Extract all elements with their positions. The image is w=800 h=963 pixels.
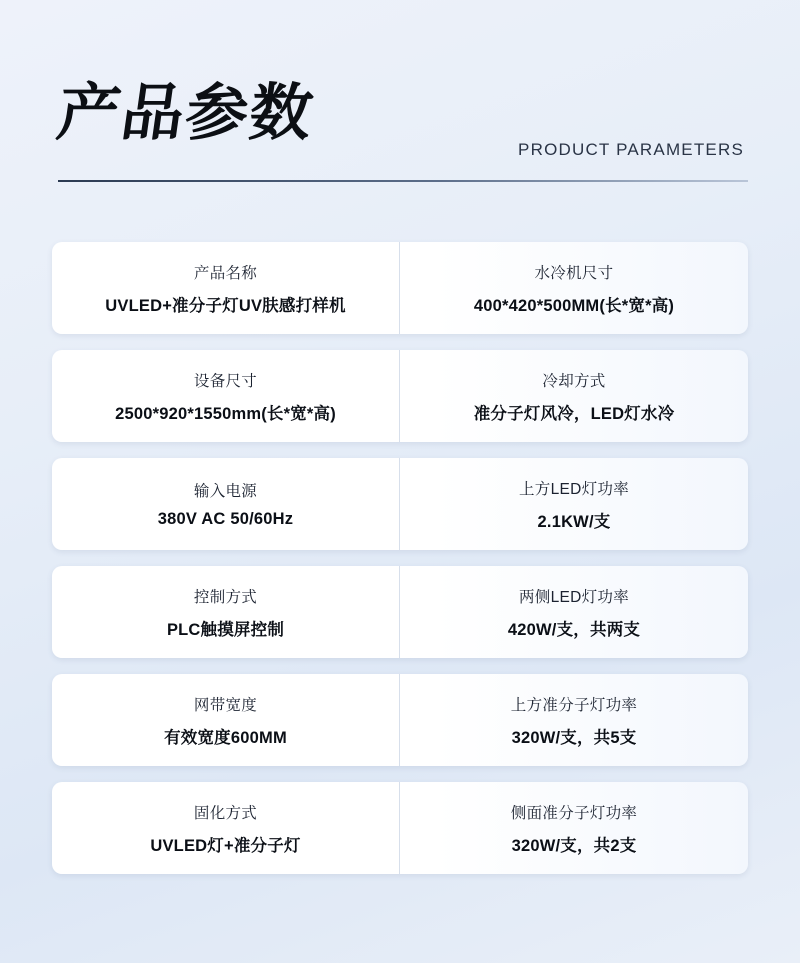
table-row — [52, 458, 748, 550]
parameter-label: 网带宽度 — [193, 696, 258, 714]
parameter-value: 2.1KW/支 — [537, 512, 611, 531]
parameter-table — [52, 242, 748, 874]
parameter-label: 冷却方式 — [542, 372, 606, 390]
page-header — [52, 0, 748, 190]
parameter-label: 控制方式 — [193, 588, 258, 606]
parameter-cell — [52, 458, 400, 550]
parameter-value: 420W/支，共两支 — [507, 620, 641, 639]
table-row — [52, 782, 748, 874]
parameter-value: 320W/支，共2支 — [511, 836, 637, 855]
parameter-cell — [52, 674, 400, 766]
parameter-label: 输入电源 — [193, 483, 258, 500]
parameter-value: 320W/支，共5支 — [511, 728, 637, 747]
parameter-value: 380V AC 50/60Hz — [157, 510, 294, 528]
parameter-cell — [400, 458, 748, 550]
parameter-value: PLC触摸屏控制 — [166, 620, 285, 639]
parameter-label: 水冷机尺寸 — [534, 264, 614, 282]
parameter-cell — [52, 242, 400, 334]
parameter-cell — [400, 674, 748, 766]
parameter-cell — [52, 566, 400, 658]
header-divider — [58, 180, 748, 182]
parameter-label: 两侧LED灯功率 — [518, 588, 630, 606]
parameter-cell — [52, 782, 400, 874]
parameter-label: 上方LED灯功率 — [518, 480, 630, 498]
table-row — [52, 674, 748, 766]
parameter-label: 设备尺寸 — [193, 372, 258, 390]
parameter-value: UVLED灯+准分子灯 — [150, 836, 301, 855]
parameter-value: 有效宽度600MM — [164, 728, 287, 747]
table-row — [52, 242, 748, 334]
parameter-value: 准分子灯风冷，LED灯水冷 — [473, 404, 675, 423]
parameter-label: 上方准分子灯功率 — [510, 696, 638, 714]
parameter-cell — [400, 350, 748, 442]
page-subtitle: PRODUCT PARAMETERS — [518, 140, 744, 159]
parameter-cell — [400, 242, 748, 334]
parameter-cell — [400, 782, 748, 874]
parameter-cell — [52, 350, 400, 442]
parameter-label: 产品名称 — [193, 264, 258, 282]
parameter-cell — [400, 566, 748, 658]
parameter-label: 侧面准分子灯功率 — [510, 804, 638, 822]
table-row — [52, 566, 748, 658]
parameter-label: 固化方式 — [193, 804, 258, 822]
parameter-value: 2500*920*1550mm(长*宽*高) — [115, 404, 336, 423]
page-title: 产品参数 — [52, 76, 320, 149]
parameter-value: 400*420*500MM(长*宽*高) — [473, 296, 675, 315]
table-row — [52, 350, 748, 442]
parameter-value: UVLED+准分子灯UV肤感打样机 — [105, 296, 346, 315]
